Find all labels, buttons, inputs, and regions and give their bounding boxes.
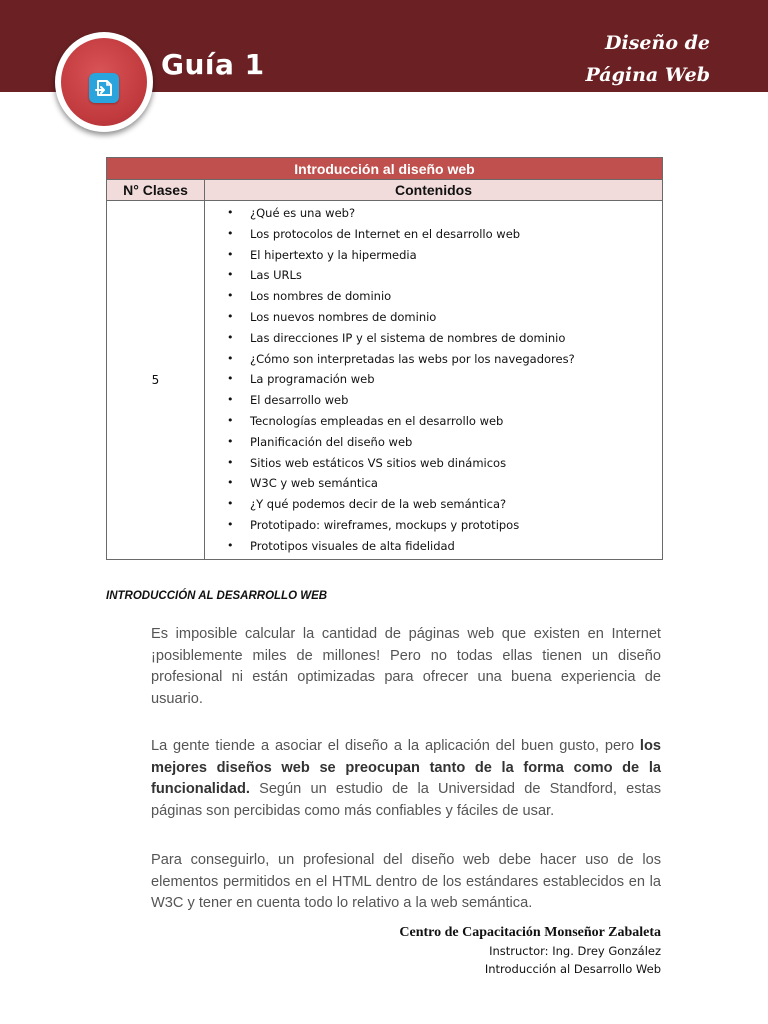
paragraph-2-start: La gente tiende a asociar el diseño a la aplicación del buen gusto, pero: [151, 738, 640, 754]
course-title: [570, 27, 710, 91]
topic-label: Planificación del diseño web: [250, 434, 413, 449]
topic-label: Las direcciones IP y el sistema de nombres de dominio: [250, 330, 566, 345]
bullet-icon: •: [227, 247, 234, 261]
list-item: [205, 390, 662, 411]
list-item: [205, 224, 662, 245]
paragraph-3: Para conseguirlo, un profesional del diseño web debe hacer uso de los elementos permitidos en el HTML dentro de los estándares establecidos en la W3C y tener en cuenta todo lo relativo a la web semántica.: [151, 852, 661, 911]
table-title-row: [107, 158, 663, 180]
topic-label: La programación web: [250, 372, 375, 387]
topic-label: Los nuevos nombres de dominio: [250, 309, 437, 324]
paragraph-1: Es imposible calcular la cantidad de páginas web que existen en Internet ¡posiblemente miles de millones! Pero no todas ellas tienen un diseño profesional ni están optimizadas para ofrecer una buena experiencia de usuario.: [151, 626, 661, 707]
bullet-icon: •: [227, 372, 234, 386]
column-header-classes: N° Clases: [107, 180, 205, 201]
paragraph-2: [151, 736, 661, 822]
bullet-icon: •: [227, 476, 234, 490]
footer-course: Introducción al Desarrollo Web: [484, 962, 661, 976]
topic-label: ¿Y qué podemos decir de la web semántica?: [250, 497, 507, 512]
list-item: [205, 453, 662, 474]
section-heading: INTRODUCCIÓN AL DESARROLLO WEB: [106, 590, 328, 602]
topic-label: Tecnologías empleadas en el desarrollo web: [250, 413, 504, 428]
list-item: [205, 265, 662, 286]
bullet-icon: •: [227, 330, 234, 344]
topic-list: [205, 203, 662, 557]
guide-title: Guía 1: [161, 48, 265, 81]
topic-label: Sitios web estáticos VS sitios web dinámicos: [250, 455, 507, 470]
topic-label: ¿Qué es una web?: [250, 206, 356, 220]
bullet-icon: •: [227, 393, 234, 407]
course-title-line2: Página Web: [585, 64, 710, 86]
bullet-icon: •: [227, 538, 234, 552]
topic-label: Prototipado: wireframes, mockups y prototipos: [250, 517, 520, 532]
course-title-line1: Diseño de: [605, 32, 710, 54]
topic-label: W3C y web semántica: [250, 476, 378, 491]
footer-instructor: Instructor: Ing. Drey González: [489, 944, 661, 958]
list-item: [205, 328, 662, 349]
classes-count: 5: [107, 201, 205, 560]
paragraph-2-bold: los mejores diseños web se preocupan tanto de la forma como de la funcionalidad.: [151, 738, 661, 797]
contents-cell: [205, 201, 663, 560]
topic-label: ¿Cómo son interpretadas las webs por los navegadores?: [250, 351, 575, 366]
topic-label: Las URLs: [250, 268, 302, 283]
table-header-row: [107, 180, 663, 201]
footer-center-name: Centro de Capacitación Monseñor Zabaleta: [399, 925, 661, 940]
document-icon: [89, 73, 119, 103]
list-item: [205, 307, 662, 328]
bullet-icon: •: [227, 351, 234, 365]
bullet-icon: •: [227, 434, 234, 448]
table-title: Introducción al diseño web: [107, 158, 663, 180]
list-item: [205, 473, 662, 494]
bullet-icon: •: [227, 268, 234, 282]
table-row: [107, 201, 663, 560]
list-item: [205, 286, 662, 307]
topic-label: Los nombres de dominio: [250, 289, 392, 304]
bullet-icon: •: [227, 226, 234, 240]
list-item: [205, 432, 662, 453]
list-item: [205, 515, 662, 536]
paragraph-2-end: Según un estudio de la Universidad de Standford, estas páginas son percibidas como más confiables y fáciles de usar.: [151, 781, 661, 819]
bullet-icon: •: [227, 497, 234, 511]
bullet-icon: •: [227, 289, 234, 303]
list-item: [205, 203, 662, 224]
topic-label: Los protocolos de Internet en el desarrollo web: [250, 226, 521, 241]
list-item: [205, 411, 662, 432]
list-item: [205, 349, 662, 370]
bullet-icon: •: [227, 206, 234, 219]
list-item: [205, 369, 662, 390]
list-item: [205, 245, 662, 266]
topic-label: Prototipos visuales de alta fidelidad: [250, 538, 455, 553]
bullet-icon: •: [227, 413, 234, 427]
column-header-contents: Contenidos: [205, 180, 663, 201]
list-item: [205, 494, 662, 515]
list-item: [205, 536, 662, 557]
bullet-icon: •: [227, 309, 234, 323]
bullet-icon: •: [227, 517, 234, 531]
topic-label: El desarrollo web: [250, 393, 349, 408]
topic-label: El hipertexto y la hipermedia: [250, 247, 417, 262]
bullet-icon: •: [227, 455, 234, 469]
content-table: [106, 157, 663, 560]
